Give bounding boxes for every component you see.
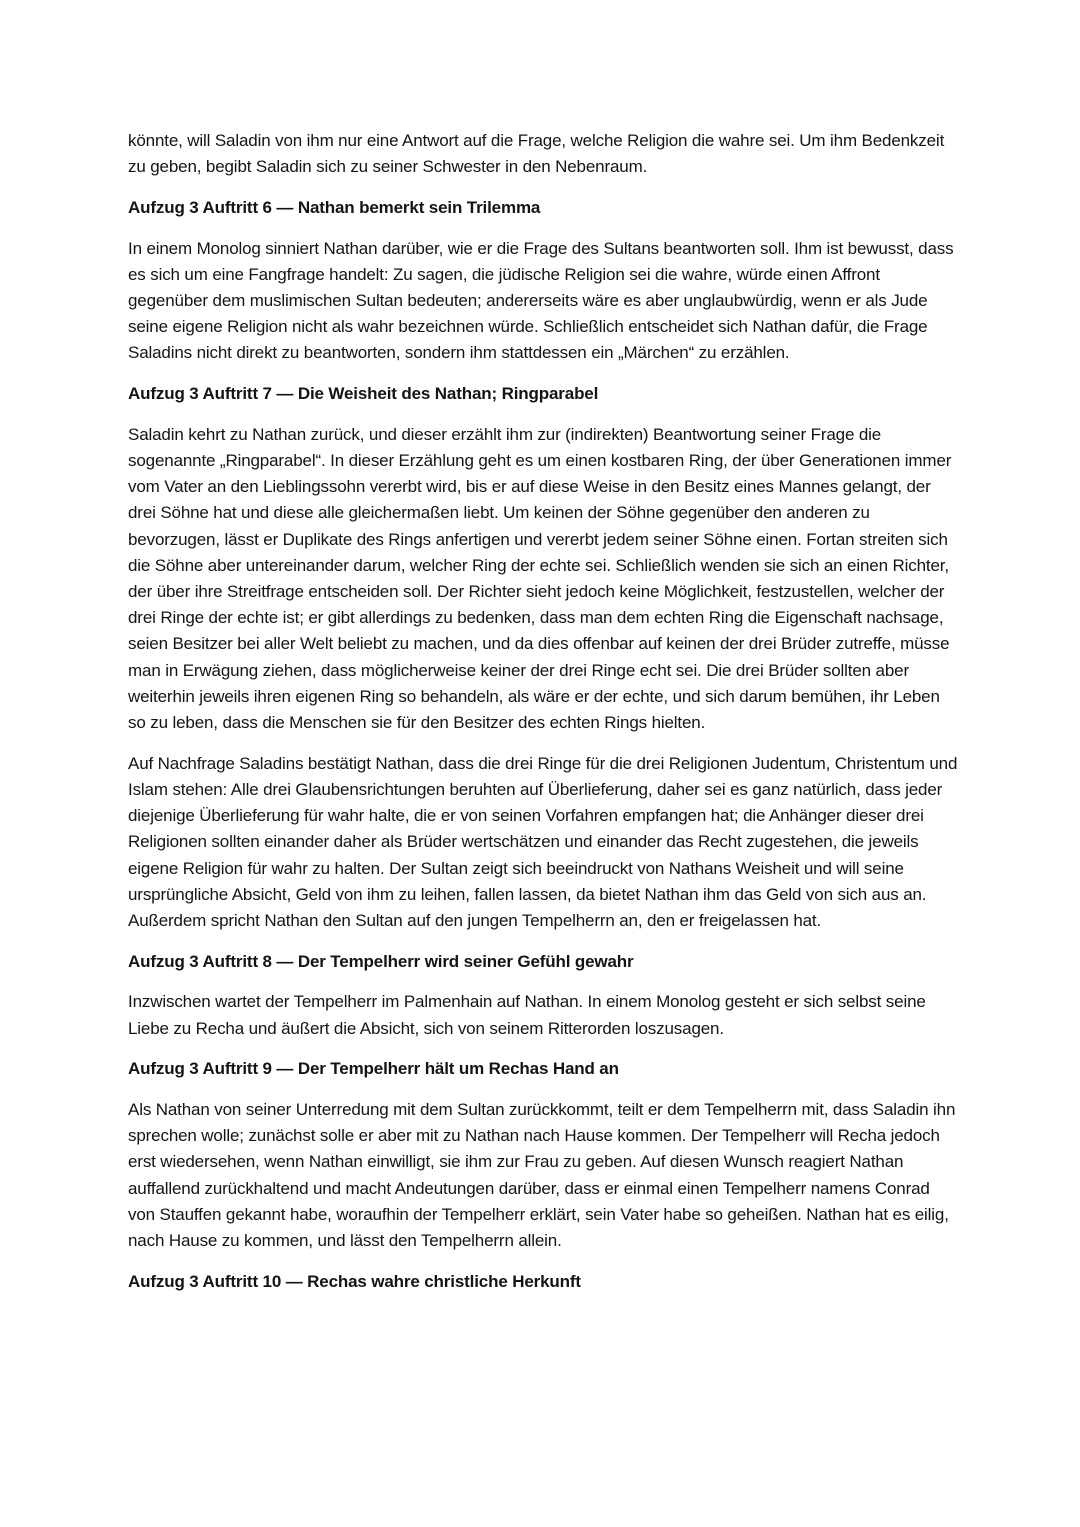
heading-auftritt-9: Aufzug 3 Auftritt 9 — Der Tempelherr hält um Rechas Hand an (128, 1059, 619, 1079)
paragraph-ringparabel: Saladin kehrt zu Nathan zurück, und dieser erzählt ihm zur (indirekten) Beantwortung seiner Frage die sogenannte „Ringparabel“. In dieser Erzählung geht es um einen kostbaren Ring, der über Generationen immer vom Vater an den Lieblingssohn vererbt wird, bis er auf diese Weise in den Besitz eines Mannes gelangt, der drei Söhne hat und diese alle gleichermaßen liebt. Um keinen der Söhne gegenüber den anderen zu bevorzugen, lässt er Duplikate des Rings anfertigen und vererbt jedem seiner Söhne einen. Fortan streiten sich die Söhne aber untereinander darum, welcher Ring der echte sei. Schließlich wenden sie sich an einen Richter, der über ihre Streitfrage entscheiden soll. Der Richter sieht jedoch keine Möglichkeit, festzustellen, welcher der drei Ringe der echte ist; er gibt allerdings zu bedenken, dass man dem echten Ring die Eigenschaft nachsage, seien Besitzer bei aller Welt beliebt zu machen, und da dies offenbar auf keinen der drei Brüder zutreffe, müsse man in Erwägung ziehen, dass möglicherweise keiner der drei Ringe echt sei. Die drei Brüder sollten aber weiterhin jeweils ihren eigenen Ring so behandeln, als wäre er der echte, und sich darum bemühen, ihr Leben so zu leben, dass die Menschen sie für den Besitzer des echten Rings hielten. (128, 424, 952, 733)
heading-auftritt-7: Aufzug 3 Auftritt 7 — Die Weisheit des Nathan; Ringparabel (128, 384, 599, 404)
document-page (128, 128, 958, 1309)
heading-auftritt-6: Aufzug 3 Auftritt 6 — Nathan bemerkt sein Trilemma (128, 197, 541, 217)
paragraph-saladin-question: könnte, will Saladin von ihm nur eine Antwort auf die Frage, welche Religion die wahre sei. Um ihm Bedenkzeit zu geben, begibt Saladin sich zu seiner Schwester in den Nebenraum. (128, 131, 945, 177)
heading-auftritt-8: Aufzug 3 Auftritt 8 — Der Tempelherr wird seiner Gefühl gewahr (128, 951, 634, 971)
paragraph-tempelherr-monolog: Inzwischen wartet der Tempelherr im Palmenhain auf Nathan. In einem Monolog gesteht er sich selbst seine Liebe zu Recha und äußert die Absicht, sich von seinem Ritterorden loszusagen. (128, 992, 926, 1038)
paragraph-religions: Auf Nachfrage Saladins bestätigt Nathan, dass die drei Ringe für die drei Religionen Judentum, Christentum und Islam stehen: Alle drei Glaubensrichtungen beruhten auf Überlieferung, daher sei es ganz natürlich, dass jeder diejenige Überlieferung für wahr halte, die er von seinen Vorfahren empfangen hat; die Anhänger dieser drei Religionen sollten einander daher als Brüder wertschätzen und einander das Recht zugestehen, die jeweils eigene Religion für wahr zu halten. Der Sultan zeigt sich beeindruckt von Nathans Weisheit und will seine ursprüngliche Absicht, Geld von ihm zu leihen, fallen lassen, da bietet Nathan ihm das Geld von sich aus an. Außerdem spricht Nathan den Sultan auf den jungen Tempelherrn an, den er freigelassen hat. (128, 753, 958, 930)
paragraph-trilemma: In einem Monolog sinniert Nathan darüber, wie er die Frage des Sultans beantworten soll. Ihm ist bewusst, dass es sich um eine Fangfrage handelt: Zu sagen, die jüdische Religion sei die wahre, würde einen Affront gegenüber dem muslimischen Sultan bedeuten; andererseits wäre es aber unglaubwürdig, wenn er als Jude seine eigene Religion nicht als wahr bezeichnen würde. Schließlich entscheidet sich Nathan dafür, die Frage Saladins nicht direkt zu beantworten, sondern ihm stattdessen ein „Märchen“ zu erzählen. (128, 238, 954, 363)
heading-auftritt-10: Aufzug 3 Auftritt 10 — Rechas wahre christliche Herkunft (128, 1271, 581, 1291)
paragraph-rechas-hand: Als Nathan von seiner Unterredung mit dem Sultan zurückkommt, teilt er dem Tempelherrn mit, dass Saladin ihn sprechen wolle; zunächst solle er aber mit zu Nathan nach Hause kommen. Der Tempelherr will Recha jedoch erst wiedersehen, wenn Nathan einwilligt, sie ihm zur Frau zu geben. Auf diesen Wunsch reagiert Nathan auffallend zurückhaltend und macht Andeutungen darüber, dass er einmal einen Tempelherr namens Conrad von Stauffen gekannt habe, woraufhin der Tempelherr erklärt, sein Vater habe so geheißen. Nathan hat es eilig, nach Hause zu kommen, und lässt den Tempelherrn allein. (128, 1100, 956, 1251)
